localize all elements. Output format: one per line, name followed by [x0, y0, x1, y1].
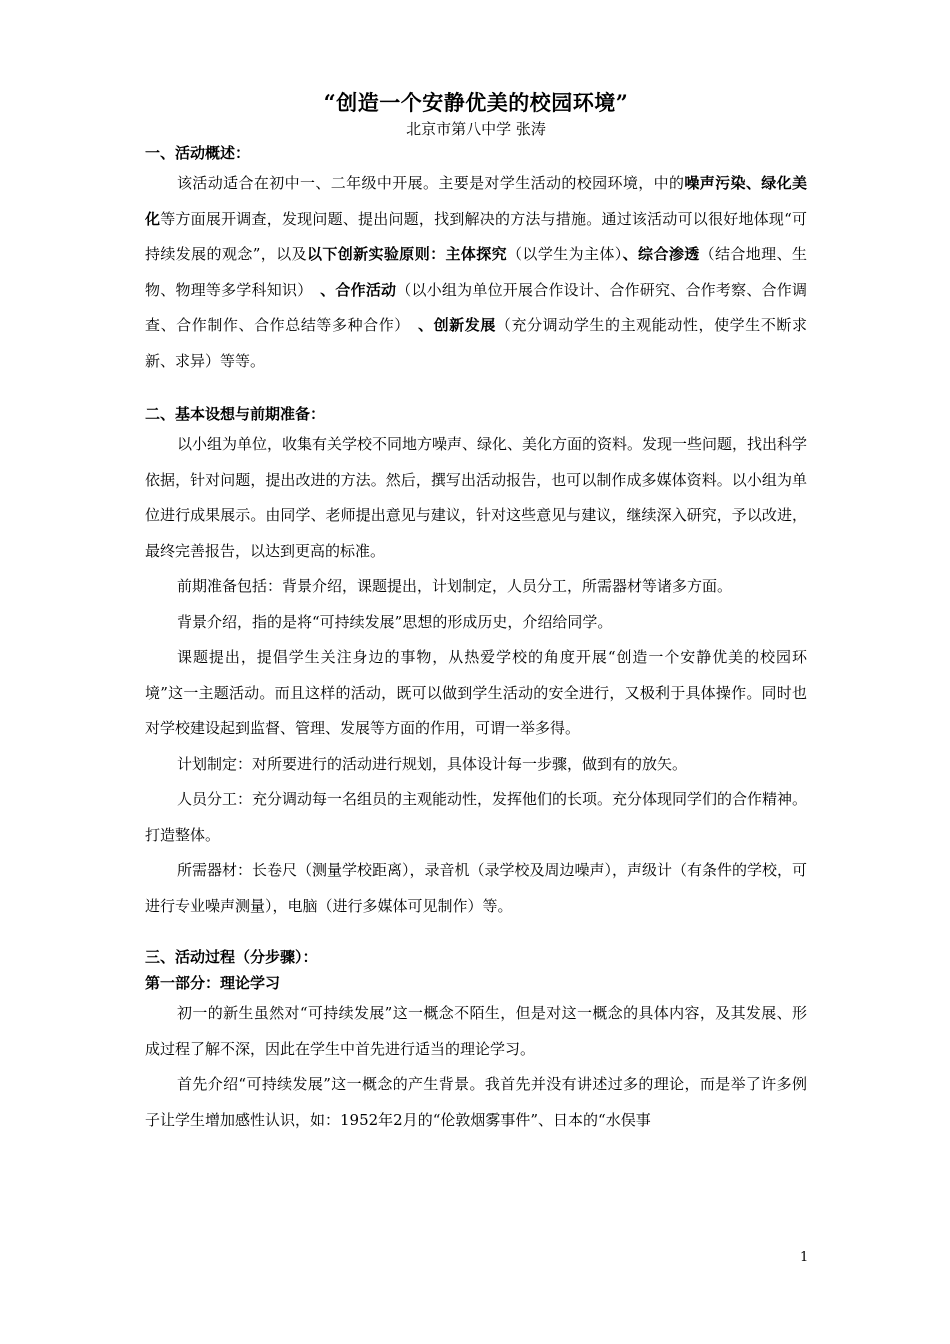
section-1-paragraph — [145, 166, 807, 379]
page-number: 1 — [800, 1250, 809, 1265]
bold-run: 、合作活动 — [320, 280, 397, 299]
section-2-paragraph-1: 以小组为单位，收集有关学校不同地方噪声、绿化、美化方面的资料。发现一些问题，找出科学依据，针对问题，提出改进的方法。然后，撰写出活动报告，也可以制作成多媒体资料。以小组为单位进行成果展示。由同学、老师提出意见与建议，针对这些意见与建议，继续深入研究，予以改进，最终完善报告，以达到更高的标准。 — [145, 435, 808, 560]
section-3-heading: 三、活动过程（分步骤）： — [145, 948, 318, 966]
document-author: 北京市第八中学 张涛 — [406, 120, 546, 138]
section-2-heading: 二、基本设想与前期准备： — [145, 405, 326, 423]
bold-run: 噪声污染、绿化美化 — [145, 174, 807, 228]
text-run: 该活动适合在初中一、二年级中开展。主要是对学生活动的校园环境，中的 — [177, 174, 685, 192]
spacer — [145, 924, 807, 944]
text-run: （以学生为主体） — [507, 245, 623, 263]
bold-run: 以下创新实验原则：主体探究 — [306, 245, 508, 263]
text-run: （以小组为单位开展合作设计、合作研究、合作考察、合作调查、合作制作、合作总结等多种合作） — [145, 280, 807, 334]
bold-run: 、综合渗透 — [622, 245, 700, 263]
section-2-paragraph-3: 背景介绍，指的是将“可持续发展”思想的形成历史，介绍给同学。 — [177, 612, 613, 631]
section-2-paragraph-6: 人员分工：充分调动每一名组员的主观能动性，发挥他们的长项。充分体现同学们的合作精神。打造整体。 — [145, 790, 808, 844]
section-2-paragraph-5: 计划制定：对所要进行的活动进行规划，具体设计每一步骤，做到有的放矢。 — [177, 754, 688, 773]
section-1-heading: 一、活动概述： — [145, 144, 251, 162]
section-3-paragraph-2: 首先介绍“可持续发展”这一概念的产生背景。我首先并没有讲述过多的理论，而是举了许多例子让学生增加感性认识，如：1952年2月的“伦敦烟雾事件”、日本的“水俣事 — [145, 1075, 807, 1129]
section-3-subheading: 第一部分：理论学习 — [145, 974, 281, 992]
document-body — [145, 88, 807, 1138]
text-run: （充分调动学生的主观能动性，使学生不断求新、求异）等等。 — [145, 316, 807, 370]
section-2-paragraph-4: 课题提出，提倡学生关注身边的事物，从热爱学校的角度开展“创造一个安静优美的校园环境”这一主题活动。而且这样的活动，既可以做到学生活动的安全进行，又极利于具体操作。同时也对学校建设起到监督、管理、发展等方面的作用，可谓一举多得。 — [145, 648, 807, 737]
document-title: “创造一个安静优美的校园环境” — [323, 90, 629, 115]
section-2-paragraph-7: 所需器材：长卷尺（测量学校距离），录音机（录学校及周边噪声），声级计（有条件的学校，可进行专业噪声测量），电脑（进行多媒体可见制作）等。 — [145, 861, 808, 915]
section-3-paragraph-1: 初一的新生虽然对“可持续发展”这一概念不陌生，但是对这一概念的具体内容，及其发展、形成过程了解不深，因此在学生中首先进行适当的理论学习。 — [145, 1004, 807, 1058]
text-run: 等方面展开调查，发现问题、提出问题，找到解决的方法与措施。通过该活动可以很好地体现“可持续发展的观念”，以及 — [145, 209, 807, 263]
bold-run: 、创新发展 — [418, 316, 496, 334]
text-run: （结合地理、生物、物理等多学科知识） — [145, 245, 807, 299]
spacer — [145, 379, 807, 401]
section-2-paragraph-2: 前期准备包括：背景介绍，课题提出，计划制定，人员分工，所需器材等诸多方面。 — [177, 577, 733, 595]
